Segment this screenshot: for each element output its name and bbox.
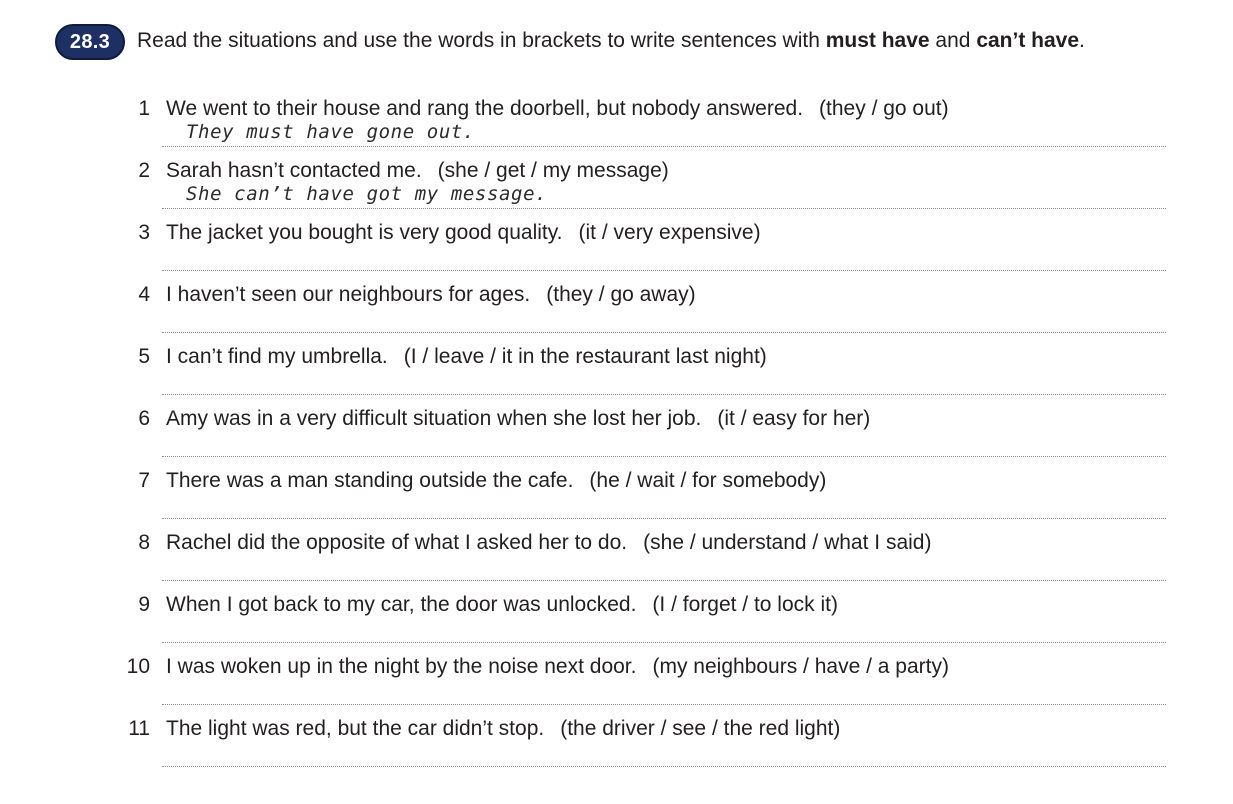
item-prompt: (she / understand / what I said) xyxy=(643,531,932,554)
exercise-number-badge xyxy=(55,24,125,60)
item-text xyxy=(166,96,949,122)
exercise-instructions xyxy=(137,25,1137,57)
item-number: 11 xyxy=(128,717,150,740)
exercise-item xyxy=(110,592,1170,654)
item-situation: We went to their house and rang the doorbell, but nobody answered. xyxy=(166,97,804,120)
item-situation: I can’t find my umbrella. xyxy=(166,345,388,368)
item-situation: Sarah hasn’t contacted me. xyxy=(166,159,422,182)
exercise-number: 28.3 xyxy=(69,30,111,53)
item-situation: I haven’t seen our neighbours for ages. xyxy=(166,283,531,306)
answer-line[interactable] xyxy=(162,766,1166,767)
item-number: 3 xyxy=(138,221,150,244)
item-prompt: (they / go out) xyxy=(819,97,949,120)
item-number: 5 xyxy=(138,345,150,368)
item-answer-handwritten: She can’t have got my message. xyxy=(186,183,548,205)
answer-line[interactable] xyxy=(162,208,1166,209)
exercise-item xyxy=(110,158,1170,220)
item-situation: Amy was in a very difficult situation when she lost her job. xyxy=(166,407,702,430)
item-prompt: (the driver / see / the red light) xyxy=(560,717,841,740)
answer-line[interactable] xyxy=(162,146,1166,147)
item-situation: The light was red, but the car didn’t stop. xyxy=(166,717,545,740)
item-text xyxy=(166,530,931,556)
item-prompt: (it / easy for her) xyxy=(717,407,871,430)
exercise-item xyxy=(110,716,1170,778)
instruction-prefix: Read the situations and use the words in brackets to write sentences with xyxy=(137,29,826,52)
exercise-item xyxy=(110,654,1170,716)
item-number: 1 xyxy=(138,97,150,120)
item-text xyxy=(166,592,838,618)
item-number: 10 xyxy=(126,655,150,678)
exercise-item xyxy=(110,282,1170,344)
exercise-item xyxy=(110,96,1170,158)
exercise-item xyxy=(110,530,1170,592)
answer-line[interactable] xyxy=(162,518,1166,519)
item-text xyxy=(166,468,826,494)
item-prompt: (she / get / my message) xyxy=(437,159,669,182)
item-text xyxy=(166,654,949,680)
item-prompt: (I / forget / to lock it) xyxy=(652,593,838,616)
exercise-item xyxy=(110,406,1170,468)
answer-line[interactable] xyxy=(162,456,1166,457)
exercise-item xyxy=(110,220,1170,282)
item-prompt: (my neighbours / have / a party) xyxy=(652,655,949,678)
item-situation: When I got back to my car, the door was unlocked. xyxy=(166,593,637,616)
answer-line[interactable] xyxy=(162,332,1166,333)
item-text xyxy=(166,158,669,184)
item-text xyxy=(166,716,840,742)
exercise-item xyxy=(110,344,1170,406)
instruction-suffix: . xyxy=(1079,29,1085,52)
item-number: 6 xyxy=(138,407,150,430)
instruction-middle: and xyxy=(929,29,977,52)
keyword-cant-have: can’t have xyxy=(976,29,1080,52)
item-situation: Rachel did the opposite of what I asked her to do. xyxy=(166,531,628,554)
item-number: 7 xyxy=(138,469,150,492)
item-text xyxy=(166,220,761,246)
item-text xyxy=(166,344,767,370)
item-text xyxy=(166,406,870,432)
item-number: 2 xyxy=(138,159,150,182)
answer-line[interactable] xyxy=(162,394,1166,395)
answer-line[interactable] xyxy=(162,270,1166,271)
item-prompt: (he / wait / for somebody) xyxy=(589,469,827,492)
item-number: 8 xyxy=(138,531,150,554)
item-answer-handwritten: They must have gone out. xyxy=(186,121,475,143)
answer-line[interactable] xyxy=(162,642,1166,643)
exercise-item xyxy=(110,468,1170,530)
answer-line[interactable] xyxy=(162,704,1166,705)
item-prompt: (it / very expensive) xyxy=(578,221,761,244)
keyword-must-have: must have xyxy=(825,29,930,52)
answer-line[interactable] xyxy=(162,580,1166,581)
item-prompt: (they / go away) xyxy=(546,283,696,306)
item-number: 4 xyxy=(138,283,150,306)
item-number: 9 xyxy=(138,593,150,616)
item-text xyxy=(166,282,696,308)
item-prompt: (I / leave / it in the restaurant last night) xyxy=(403,345,767,368)
item-situation: The jacket you bought is very good quality. xyxy=(166,221,563,244)
item-situation: I was woken up in the night by the noise next door. xyxy=(166,655,637,678)
item-situation: There was a man standing outside the cafe. xyxy=(166,469,574,492)
